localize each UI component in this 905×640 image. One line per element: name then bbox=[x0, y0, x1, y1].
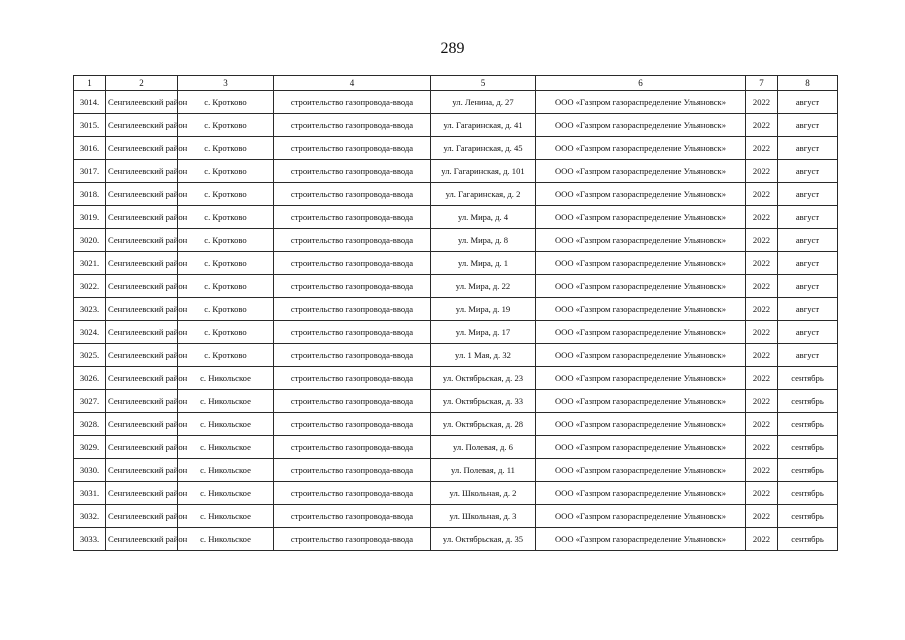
address-cell: ул. Ленина, д. 27 bbox=[431, 91, 536, 114]
table-row bbox=[74, 459, 838, 482]
month-cell: август bbox=[778, 275, 838, 298]
month-cell: август bbox=[778, 298, 838, 321]
month-cell: сентябрь bbox=[778, 482, 838, 505]
year-cell: 2022 bbox=[746, 183, 778, 206]
district-cell: Сенгилеевский район bbox=[106, 114, 178, 137]
table-row bbox=[74, 344, 838, 367]
table-row bbox=[74, 275, 838, 298]
year-cell: 2022 bbox=[746, 505, 778, 528]
settlement-cell: с. Никольское bbox=[178, 528, 274, 551]
table-row bbox=[74, 482, 838, 505]
settlement-cell: с. Кротково bbox=[178, 91, 274, 114]
address-cell: ул. Мира, д. 4 bbox=[431, 206, 536, 229]
table-row bbox=[74, 413, 838, 436]
address-cell: ул. Мира, д. 17 bbox=[431, 321, 536, 344]
district-cell: Сенгилеевский район bbox=[106, 229, 178, 252]
organization-cell: ООО «Газпром газораспределение Ульяновск» bbox=[536, 298, 746, 321]
address-cell: ул. Мира, д. 1 bbox=[431, 252, 536, 275]
work-type-cell: строительство газопровода-ввода bbox=[274, 344, 431, 367]
organization-cell: ООО «Газпром газораспределение Ульяновск» bbox=[536, 390, 746, 413]
district-cell: Сенгилеевский район bbox=[106, 137, 178, 160]
work-type-cell: строительство газопровода-ввода bbox=[274, 114, 431, 137]
district-cell: Сенгилеевский район bbox=[106, 528, 178, 551]
district-cell: Сенгилеевский район bbox=[106, 413, 178, 436]
page-number: 289 bbox=[440, 40, 465, 57]
work-type-cell: строительство газопровода-ввода bbox=[274, 298, 431, 321]
table-row bbox=[74, 206, 838, 229]
address-cell: ул. Гагаринская, д. 41 bbox=[431, 114, 536, 137]
settlement-cell: с. Кротково bbox=[178, 137, 274, 160]
col-header-address: 5 bbox=[431, 76, 536, 91]
work-type-cell: строительство газопровода-ввода bbox=[274, 390, 431, 413]
address-cell: ул. Полевая, д. 11 bbox=[431, 459, 536, 482]
row-number-cell: 3029. bbox=[74, 436, 106, 459]
organization-cell: ООО «Газпром газораспределение Ульяновск» bbox=[536, 229, 746, 252]
organization-cell: ООО «Газпром газораспределение Ульяновск» bbox=[536, 91, 746, 114]
organization-cell: ООО «Газпром газораспределение Ульяновск» bbox=[536, 252, 746, 275]
address-cell: ул. Октябрьская, д. 33 bbox=[431, 390, 536, 413]
address-cell: ул. Школьная, д. 3 bbox=[431, 505, 536, 528]
year-cell: 2022 bbox=[746, 390, 778, 413]
work-type-cell: строительство газопровода-ввода bbox=[274, 528, 431, 551]
row-number-cell: 3021. bbox=[74, 252, 106, 275]
row-number-cell: 3023. bbox=[74, 298, 106, 321]
table-row bbox=[74, 183, 838, 206]
month-cell: сентябрь bbox=[778, 459, 838, 482]
address-cell: ул. Гагаринская, д. 2 bbox=[431, 183, 536, 206]
row-number-cell: 3020. bbox=[74, 229, 106, 252]
month-cell: сентябрь bbox=[778, 528, 838, 551]
month-cell: август bbox=[778, 206, 838, 229]
month-cell: сентябрь bbox=[778, 413, 838, 436]
row-number-cell: 3025. bbox=[74, 344, 106, 367]
organization-cell: ООО «Газпром газораспределение Ульяновск» bbox=[536, 528, 746, 551]
row-number-cell: 3032. bbox=[74, 505, 106, 528]
work-type-cell: строительство газопровода-ввода bbox=[274, 413, 431, 436]
year-cell: 2022 bbox=[746, 229, 778, 252]
address-cell: ул. Полевая, д. 6 bbox=[431, 436, 536, 459]
district-cell: Сенгилеевский район bbox=[106, 344, 178, 367]
settlement-cell: с. Кротково bbox=[178, 206, 274, 229]
settlement-cell: с. Никольское bbox=[178, 459, 274, 482]
year-cell: 2022 bbox=[746, 137, 778, 160]
col-header-organization: 6 bbox=[536, 76, 746, 91]
month-cell: август bbox=[778, 229, 838, 252]
row-number-cell: 3031. bbox=[74, 482, 106, 505]
district-cell: Сенгилеевский район bbox=[106, 91, 178, 114]
settlement-cell: с. Кротково bbox=[178, 321, 274, 344]
address-cell: ул. Мира, д. 19 bbox=[431, 298, 536, 321]
table-row bbox=[74, 505, 838, 528]
district-cell: Сенгилеевский район bbox=[106, 505, 178, 528]
year-cell: 2022 bbox=[746, 367, 778, 390]
col-header-settlement: 3 bbox=[178, 76, 274, 91]
table-row bbox=[74, 114, 838, 137]
district-cell: Сенгилеевский район bbox=[106, 252, 178, 275]
address-cell: ул. Октябрьская, д. 23 bbox=[431, 367, 536, 390]
settlement-cell: с. Кротково bbox=[178, 275, 274, 298]
work-type-cell: строительство газопровода-ввода bbox=[274, 275, 431, 298]
table-row bbox=[74, 528, 838, 551]
settlement-cell: с. Кротково bbox=[178, 298, 274, 321]
year-cell: 2022 bbox=[746, 321, 778, 344]
table-row bbox=[74, 137, 838, 160]
organization-cell: ООО «Газпром газораспределение Ульяновск» bbox=[536, 459, 746, 482]
table-row bbox=[74, 321, 838, 344]
row-number-cell: 3014. bbox=[74, 91, 106, 114]
address-cell: ул. Гагаринская, д. 101 bbox=[431, 160, 536, 183]
work-type-cell: строительство газопровода-ввода bbox=[274, 91, 431, 114]
row-number-cell: 3019. bbox=[74, 206, 106, 229]
year-cell: 2022 bbox=[746, 436, 778, 459]
address-cell: ул. Октябрьская, д. 28 bbox=[431, 413, 536, 436]
row-number-cell: 3030. bbox=[74, 459, 106, 482]
address-cell: ул. Октябрьская, д. 35 bbox=[431, 528, 536, 551]
work-type-cell: строительство газопровода-ввода bbox=[274, 459, 431, 482]
organization-cell: ООО «Газпром газораспределение Ульяновск» bbox=[536, 505, 746, 528]
year-cell: 2022 bbox=[746, 528, 778, 551]
col-header-month: 8 bbox=[778, 76, 838, 91]
district-cell: Сенгилеевский район bbox=[106, 298, 178, 321]
district-cell: Сенгилеевский район bbox=[106, 390, 178, 413]
month-cell: сентябрь bbox=[778, 436, 838, 459]
work-type-cell: строительство газопровода-ввода bbox=[274, 160, 431, 183]
month-cell: август bbox=[778, 183, 838, 206]
organization-cell: ООО «Газпром газораспределение Ульяновск» bbox=[536, 114, 746, 137]
work-type-cell: строительство газопровода-ввода bbox=[274, 229, 431, 252]
district-cell: Сенгилеевский район bbox=[106, 321, 178, 344]
year-cell: 2022 bbox=[746, 482, 778, 505]
organization-cell: ООО «Газпром газораспределение Ульяновск» bbox=[536, 344, 746, 367]
table-row bbox=[74, 436, 838, 459]
district-cell: Сенгилеевский район bbox=[106, 275, 178, 298]
district-cell: Сенгилеевский район bbox=[106, 367, 178, 390]
row-number-cell: 3033. bbox=[74, 528, 106, 551]
work-type-cell: строительство газопровода-ввода bbox=[274, 482, 431, 505]
organization-cell: ООО «Газпром газораспределение Ульяновск» bbox=[536, 367, 746, 390]
month-cell: август bbox=[778, 252, 838, 275]
month-cell: август bbox=[778, 91, 838, 114]
settlement-cell: с. Никольское bbox=[178, 505, 274, 528]
organization-cell: ООО «Газпром газораспределение Ульяновск» bbox=[536, 137, 746, 160]
month-cell: август bbox=[778, 160, 838, 183]
organization-cell: ООО «Газпром газораспределение Ульяновск» bbox=[536, 160, 746, 183]
settlement-cell: с. Кротково bbox=[178, 252, 274, 275]
work-type-cell: строительство газопровода-ввода bbox=[274, 183, 431, 206]
row-number-cell: 3017. bbox=[74, 160, 106, 183]
address-cell: ул. Гагаринская, д. 45 bbox=[431, 137, 536, 160]
year-cell: 2022 bbox=[746, 206, 778, 229]
organization-cell: ООО «Газпром газораспределение Ульяновск» bbox=[536, 206, 746, 229]
year-cell: 2022 bbox=[746, 252, 778, 275]
col-header-district: 2 bbox=[106, 76, 178, 91]
row-number-cell: 3015. bbox=[74, 114, 106, 137]
row-number-cell: 3024. bbox=[74, 321, 106, 344]
month-cell: август bbox=[778, 344, 838, 367]
organization-cell: ООО «Газпром газораспределение Ульяновск» bbox=[536, 482, 746, 505]
row-number-cell: 3018. bbox=[74, 183, 106, 206]
organization-cell: ООО «Газпром газораспределение Ульяновск» bbox=[536, 183, 746, 206]
year-cell: 2022 bbox=[746, 114, 778, 137]
settlement-cell: с. Кротково bbox=[178, 344, 274, 367]
work-type-cell: строительство газопровода-ввода bbox=[274, 505, 431, 528]
month-cell: сентябрь bbox=[778, 390, 838, 413]
address-cell: ул. Мира, д. 8 bbox=[431, 229, 536, 252]
settlement-cell: с. Никольское bbox=[178, 367, 274, 390]
row-number-cell: 3016. bbox=[74, 137, 106, 160]
organization-cell: ООО «Газпром газораспределение Ульяновск» bbox=[536, 436, 746, 459]
month-cell: сентябрь bbox=[778, 367, 838, 390]
address-cell: ул. 1 Мая, д. 32 bbox=[431, 344, 536, 367]
district-cell: Сенгилеевский район bbox=[106, 482, 178, 505]
address-cell: ул. Мира, д. 22 bbox=[431, 275, 536, 298]
settlement-cell: с. Никольское bbox=[178, 482, 274, 505]
year-cell: 2022 bbox=[746, 160, 778, 183]
organization-cell: ООО «Газпром газораспределение Ульяновск» bbox=[536, 413, 746, 436]
district-cell: Сенгилеевский район bbox=[106, 206, 178, 229]
col-header-work: 4 bbox=[274, 76, 431, 91]
organization-cell: ООО «Газпром газораспределение Ульяновск» bbox=[536, 321, 746, 344]
work-type-cell: строительство газопровода-ввода bbox=[274, 252, 431, 275]
settlement-cell: с. Никольское bbox=[178, 413, 274, 436]
work-type-cell: строительство газопровода-ввода bbox=[274, 137, 431, 160]
registry-table bbox=[73, 75, 838, 551]
row-number-cell: 3022. bbox=[74, 275, 106, 298]
month-cell: сентябрь bbox=[778, 505, 838, 528]
district-cell: Сенгилеевский район bbox=[106, 160, 178, 183]
year-cell: 2022 bbox=[746, 275, 778, 298]
year-cell: 2022 bbox=[746, 413, 778, 436]
address-cell: ул. Школьная, д. 2 bbox=[431, 482, 536, 505]
settlement-cell: с. Кротково bbox=[178, 183, 274, 206]
row-number-cell: 3028. bbox=[74, 413, 106, 436]
work-type-cell: строительство газопровода-ввода bbox=[274, 321, 431, 344]
district-cell: Сенгилеевский район bbox=[106, 183, 178, 206]
settlement-cell: с. Кротково bbox=[178, 160, 274, 183]
table-row bbox=[74, 298, 838, 321]
header-row bbox=[74, 76, 838, 91]
month-cell: август bbox=[778, 137, 838, 160]
work-type-cell: строительство газопровода-ввода bbox=[274, 436, 431, 459]
table-row bbox=[74, 252, 838, 275]
table-row bbox=[74, 367, 838, 390]
settlement-cell: с. Никольское bbox=[178, 390, 274, 413]
district-cell: Сенгилеевский район bbox=[106, 459, 178, 482]
month-cell: август bbox=[778, 114, 838, 137]
year-cell: 2022 bbox=[746, 344, 778, 367]
settlement-cell: с. Кротково bbox=[178, 229, 274, 252]
table-body bbox=[74, 91, 838, 551]
table-row bbox=[74, 160, 838, 183]
table-row bbox=[74, 91, 838, 114]
work-type-cell: строительство газопровода-ввода bbox=[274, 206, 431, 229]
col-header-year: 7 bbox=[746, 76, 778, 91]
organization-cell: ООО «Газпром газораспределение Ульяновск» bbox=[536, 275, 746, 298]
year-cell: 2022 bbox=[746, 298, 778, 321]
settlement-cell: с. Никольское bbox=[178, 436, 274, 459]
district-cell: Сенгилеевский район bbox=[106, 436, 178, 459]
month-cell: август bbox=[778, 321, 838, 344]
work-type-cell: строительство газопровода-ввода bbox=[274, 367, 431, 390]
col-header-number: 1 bbox=[74, 76, 106, 91]
settlement-cell: с. Кротково bbox=[178, 114, 274, 137]
table-row bbox=[74, 229, 838, 252]
row-number-cell: 3026. bbox=[74, 367, 106, 390]
row-number-cell: 3027. bbox=[74, 390, 106, 413]
year-cell: 2022 bbox=[746, 91, 778, 114]
table-row bbox=[74, 390, 838, 413]
year-cell: 2022 bbox=[746, 459, 778, 482]
